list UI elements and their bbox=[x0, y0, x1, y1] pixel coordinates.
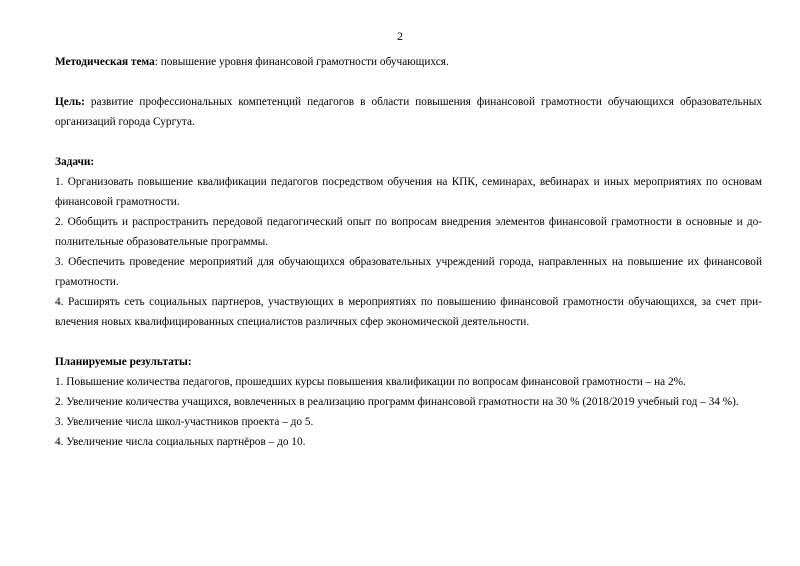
result-item-3: 3. Увеличение числа школ-участников проекта – до 5. bbox=[55, 416, 314, 428]
task-item-1: 1. Организовать повышение квалификации педагогов посредством обучения на КПК, семинарах, вебинарах и иных мероприятиях по основам финансовой грамотности. bbox=[55, 176, 762, 208]
planned-results-heading-label: Планируемые результаты: bbox=[55, 356, 192, 368]
methodical-theme-label: Методическая тема bbox=[55, 56, 155, 68]
result-item-4: 4. Увеличение числа социальных партнёров – до 10. bbox=[55, 436, 306, 448]
tasks-heading-label: Задачи: bbox=[55, 156, 95, 168]
page-number: 2 bbox=[397, 29, 403, 43]
task-item-2: 2. Обобщить и распространить передовой педагогический опыт по вопросам внедрения элементов финансовой грамотности в основные и дополнительные образовательные программы. bbox=[55, 216, 762, 248]
methodical-theme-paragraph bbox=[55, 52, 762, 72]
tasks-heading bbox=[55, 152, 762, 172]
task-item-4: 4. Расширять сеть социальных партнеров, участвующих в мероприятиях по повышению финансовой грамотности обучающихся, за счет привлечения новых квалифицированных специалистов различных сфер экономической деятельности. bbox=[55, 296, 762, 328]
blank-line bbox=[55, 332, 762, 352]
methodical-theme-text: : повышение уровня финансовой грамотности обучающихся. bbox=[154, 56, 449, 68]
blank-line bbox=[55, 72, 762, 92]
goal-paragraph bbox=[55, 92, 762, 132]
task-item-3: 3. Обеспечить проведение мероприятий для обучающихся образовательных учреждений города, направленных на повышение их финансовой грамотности. bbox=[55, 256, 762, 288]
goal-label: Цель: bbox=[55, 96, 85, 108]
blank-line bbox=[55, 132, 762, 152]
result-item-1: 1. Повышение количества педагогов, прошедших курсы повышения квалификации по вопросам финансовой грамотности – на 2%. bbox=[55, 376, 686, 388]
result-item-2: 2. Увеличение количества учащихся, вовлеченных в реализацию программ финансовой грамотности на 30 % (2018/2019 учебный год – 34 %). bbox=[55, 396, 739, 408]
goal-text: развитие профессиональных компетенций педагогов в области повышения финансовой грамотности обучающихся образовательных организаций города Сургута. bbox=[55, 96, 762, 128]
document-page bbox=[0, 26, 800, 566]
planned-results-heading bbox=[55, 352, 762, 372]
